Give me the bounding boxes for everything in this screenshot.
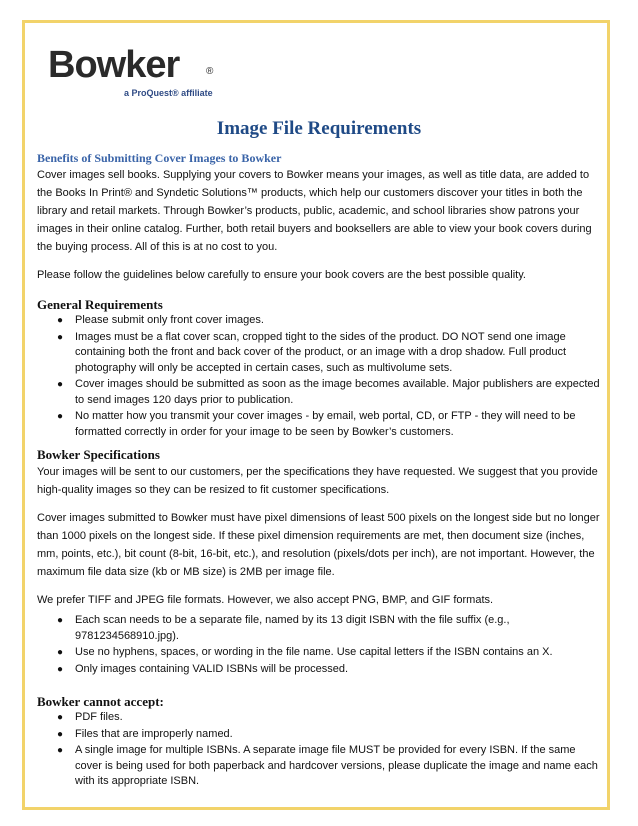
general-requirements-heading: General Requirements bbox=[37, 297, 163, 312]
specs-paragraph-3: We prefer TIFF and JPEG file formats. However, we also accept PNG, BMP, and GIF formats. bbox=[37, 594, 494, 606]
bullet-icon: ● bbox=[57, 411, 64, 422]
bullet-icon: ● bbox=[57, 745, 64, 756]
logo-tagline: a ProQuest® affiliate bbox=[124, 88, 213, 98]
general-requirements-list bbox=[37, 313, 603, 440]
list-item: ● Files that are improperly named. bbox=[37, 727, 603, 743]
bullet-icon: ● bbox=[57, 712, 64, 723]
list-item: ● Images must be a flat cover scan, cropped tight to the sides of the product. DO NOT send one image containing both the front and back cover of the product, or an image with a drop shadow. Full product photography will only be accepted in certain cases, such as multivolume sets. bbox=[57, 330, 567, 374]
bullet-icon: ● bbox=[57, 615, 64, 626]
logo-wordmark: Bowker bbox=[48, 44, 180, 86]
bullet-icon: ● bbox=[57, 331, 64, 343]
specifications-heading: Bowker Specifications bbox=[37, 447, 160, 462]
benefits-heading: Benefits of Submitting Cover Images to Bowker bbox=[37, 151, 282, 165]
logo-registered-mark: ® bbox=[206, 66, 214, 77]
list-item: ● Each scan needs to be a separate file, named by its 13 digit ISBN with the file suffix (e.g., 9781234568910.jpg). bbox=[57, 614, 510, 642]
list-item: ● PDF files. bbox=[37, 710, 603, 726]
bullet-icon: ● bbox=[57, 647, 64, 658]
list-item: ● Use no hyphens, spaces, or wording in the file name. Use capital letters if the ISBN contains an X. bbox=[37, 645, 603, 661]
bullet-icon: ● bbox=[57, 663, 64, 675]
bullet-icon: ● bbox=[57, 728, 64, 740]
list-item: ● Please submit only front cover images. bbox=[37, 313, 603, 329]
bowker-logo bbox=[48, 42, 288, 104]
file-naming-list bbox=[37, 613, 603, 677]
specs-paragraph-2: Cover images submitted to Bowker must have pixel dimensions of least 500 pixels on the longest side but no longer than 1000 pixels on the longest side. If these pixel dimension requirements are met, then document size (inches, mm, points, etc.), bit count (8-bit, 16-bit, etc.), and resolution (pixels/dots per inch), are not important. However, the maximum file data size (kb or MB size) is 2MB per image file. bbox=[37, 512, 600, 578]
list-item: ● No matter how you transmit your cover images - by email, web portal, CD, or FTP - they will need to be formatted correctly in order for your image to be seen by Bowker’s customers. bbox=[57, 410, 576, 438]
cannot-accept-list bbox=[37, 710, 603, 790]
benefits-paragraph: Cover images sell books. Supplying your covers to Bowker means your images, as well as title data, are added to the Books In Print® and Syndetic Solutions™ products, which help our customers discover your titles in both the library and retail markets. Through Bowker’s products, public, academic, and school libraries show patrons your images in their online catalog. Further, both retail buyers and booksellers are able to view your book covers during the buying process. All of this is at no cost to you. bbox=[37, 169, 592, 253]
bullet-icon: ● bbox=[57, 315, 64, 326]
cannot-accept-heading: Bowker cannot accept: bbox=[37, 694, 164, 709]
follow-guidelines-paragraph: Please follow the guidelines below carefully to ensure your book covers are the best possible quality. bbox=[37, 269, 526, 281]
list-item: ● Only images containing VALID ISBNs will be processed. bbox=[37, 662, 603, 678]
specs-paragraph-1: Your images will be sent to our customers, per the specifications they have requested. We suggest that you provide high-quality images so they can be resized to fit customer specifications. bbox=[37, 466, 598, 496]
list-item: ● Cover images should be submitted as soon as the image becomes available. Major publishers are expected to send images 120 days prior to publication. bbox=[57, 378, 600, 406]
list-item: ● A single image for multiple ISBNs. A separate image file MUST be provided for every ISBN. If the same cover is being used for both paperback and hardcover versions, please duplicate the image and name each with its appropriate ISBN. bbox=[57, 744, 598, 787]
document-body bbox=[37, 150, 603, 796]
bullet-icon: ● bbox=[57, 379, 64, 390]
page-title: Image File Requirements bbox=[216, 118, 422, 139]
